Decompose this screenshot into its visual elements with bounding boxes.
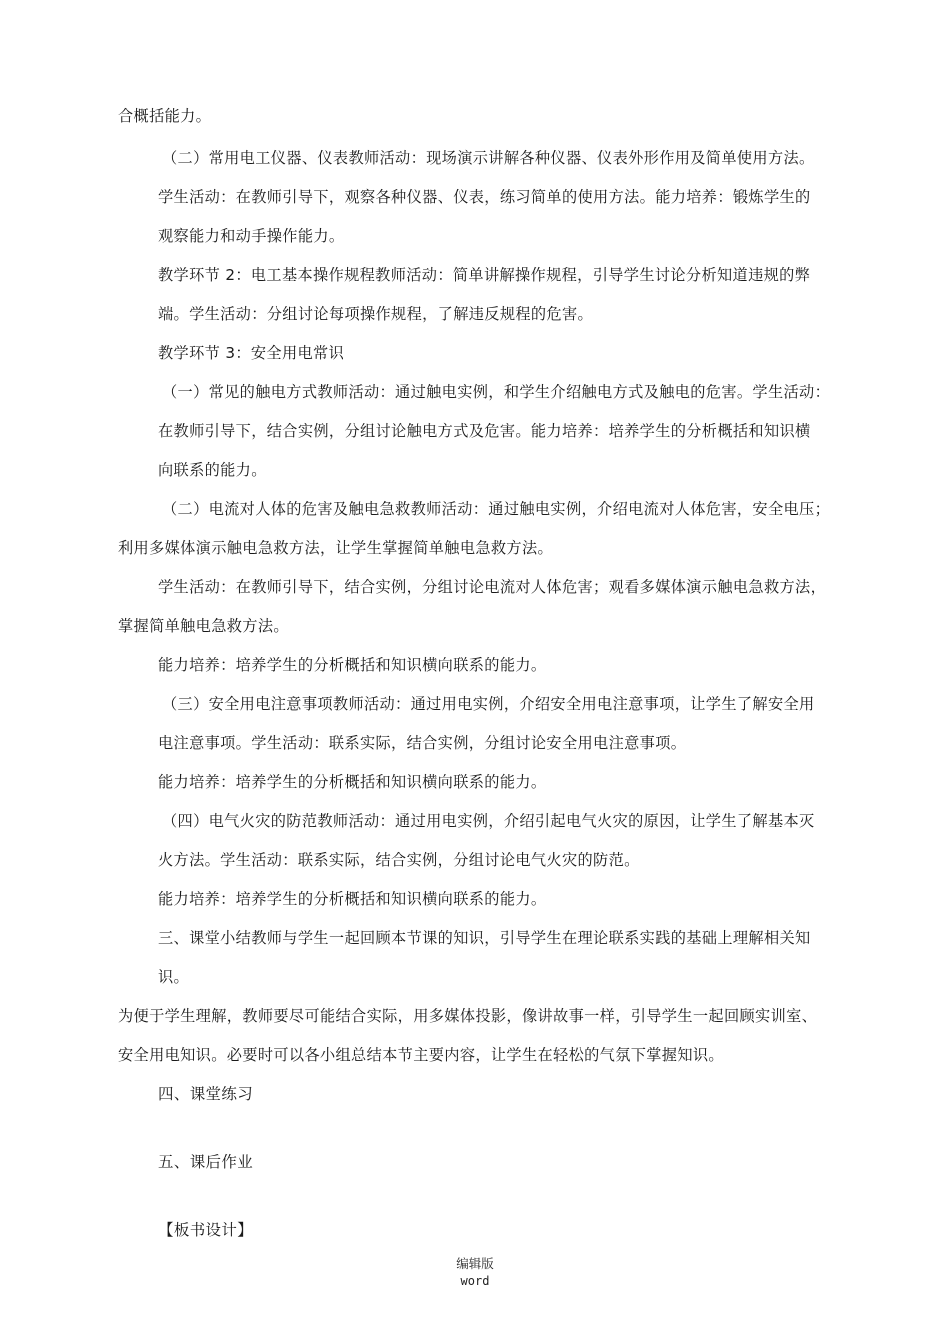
paragraph-line: （二）常用电工仪器、仪表教师活动：现场演示讲解各种仪器、仪表外形作用及简单使用方法。 <box>162 149 815 167</box>
paragraph-line: 火方法。学生活动：联系实际，结合实例，分组讨论电气火灾的防范。 <box>158 851 640 869</box>
paragraph-line: 电注意事项。学生活动：联系实际，结合实例，分组讨论安全用电注意事项。 <box>158 734 687 752</box>
paragraph-line: 合概括能力。 <box>118 107 212 125</box>
paragraph-line: 能力培养：培养学生的分析概括和知识横向联系的能力。 <box>158 656 547 674</box>
paragraph-line: 利用多媒体演示触电急救方法，让学生掌握简单触电急救方法。 <box>118 539 554 557</box>
paragraph-line: 教学环节 2：电工基本操作规程教师活动：简单讲解操作规程，引导学生讨论分析知道违规的弊 <box>158 266 811 284</box>
paragraph-line: 为便于学生理解，教师要尽可能结合实际，用多媒体投影，像讲故事一样，引导学生一起回顾实训室、 <box>118 1007 818 1025</box>
paragraph-line: （四）电气火灾的防范教师活动：通过用电实例，介绍引起电气火灾的原因，让学生了解基本灭 <box>162 812 815 830</box>
section-heading-homework: 五、课后作业 <box>158 1153 254 1171</box>
paragraph-line: 三、课堂小结教师与学生一起回顾本节课的知识，引导学生在理论联系实践的基础上理解相关知 <box>158 929 811 947</box>
section-heading-board-design: 【板书设计】 <box>158 1221 254 1239</box>
section-heading-practice: 四、课堂练习 <box>158 1085 254 1103</box>
paragraph-line: 掌握简单触电急救方法。 <box>118 617 289 635</box>
paragraph-line: 端。学生活动：分组讨论每项操作规程，了解违反规程的危害。 <box>158 305 594 323</box>
paragraph-line: 能力培养：培养学生的分析概括和知识横向联系的能力。 <box>158 773 547 791</box>
paragraph-line: 学生活动：在教师引导下，观察各种仪器、仪表，练习简单的使用方法。能力培养：锻炼学生的 <box>158 188 811 206</box>
paragraph-line: 安全用电知识。必要时可以各小组总结本节主要内容，让学生在轻松的气氛下掌握知识。 <box>118 1046 724 1064</box>
paragraph-line: （一）常见的触电方式教师活动：通过触电实例，和学生介绍触电方式及触电的危害。学生活动： <box>162 383 831 401</box>
paragraph-line: 能力培养：培养学生的分析概括和知识横向联系的能力。 <box>158 890 547 908</box>
footer-word-label: word <box>460 1274 490 1288</box>
paragraph-line: （二）电流对人体的危害及触电急救教师活动：通过触电实例，介绍电流对人体危害，安全电压； <box>162 500 831 518</box>
paragraph-line: 学生活动：在教师引导下，结合实例，分组讨论电流对人体危害；观看多媒体演示触电急救方法， <box>158 578 827 596</box>
footer-label: 编辑版 <box>456 1256 494 1271</box>
paragraph-line: 识。 <box>158 968 190 986</box>
paragraph-line: 在教师引导下，结合实例，分组讨论触电方式及危害。能力培养：培养学生的分析概括和知识横 <box>158 422 811 440</box>
paragraph-line: 向联系的能力。 <box>158 461 267 479</box>
section-heading: 教学环节 3：安全用电常识 <box>158 344 345 362</box>
paragraph-line: 观察能力和动手操作能力。 <box>158 227 345 245</box>
paragraph-line: （三）安全用电注意事项教师活动：通过用电实例，介绍安全用电注意事项，让学生了解安全用 <box>162 695 815 713</box>
